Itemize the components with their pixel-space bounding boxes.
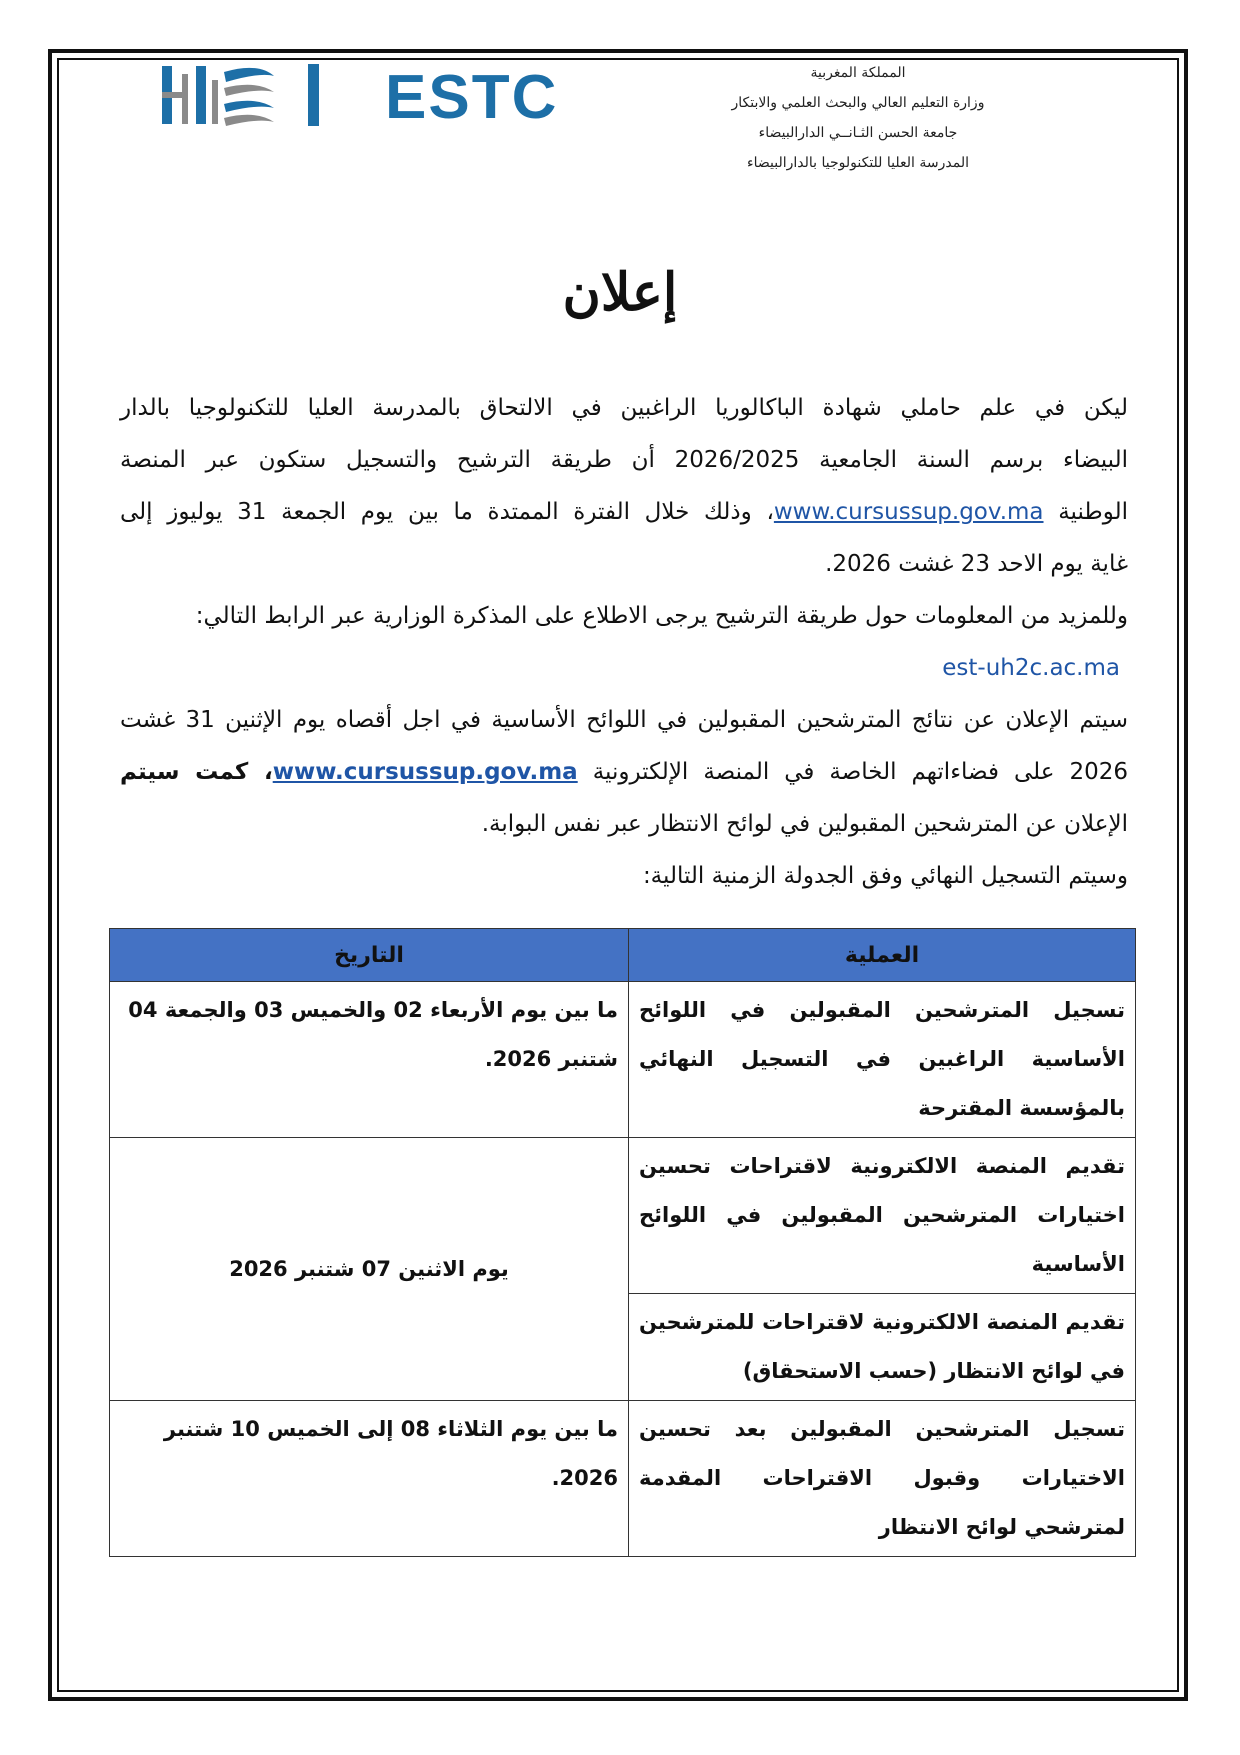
- schedule-table: [109, 928, 1136, 1557]
- table-row: [110, 1401, 1136, 1557]
- header-line-university: جامعة الحسن الثـانــي الدارالبيضاء: [758, 125, 958, 141]
- institution-header: [700, 58, 1016, 178]
- cursussup-link-bold[interactable]: www.cursussup.gov.ma: [272, 759, 578, 785]
- header-line-ministry: وزارة التعليم العالي والبحث العلمي والابتكار: [731, 95, 985, 111]
- text-fragment: 2026 على فضاءاتهم الخاصة في المنصة الإلكترونية: [577, 759, 1129, 785]
- page-title: إعلان: [562, 262, 678, 323]
- text-fragment: ، وذلك خلال الفترة الممتدة ما بين يوم الجمعة 31 يوليوز إلى: [120, 499, 774, 525]
- paragraph-1-line-3: [120, 492, 1128, 532]
- paragraph-1-line-2: البيضاء برسم السنة الجامعية 2026/2025 أن طريقة الترشيح والتسجيل ستكون عبر المنصة: [120, 447, 1128, 473]
- table-row: [110, 982, 1136, 1138]
- paragraph-2-line-1: وللمزيد من المعلومات حول طريقة الترشيح يرجى الاطلاع على المذكرة الوزارية عبر الرابط التالي:: [195, 603, 1128, 629]
- paragraph-1-line-1: ليكن في علم حاملي شهادة الباكالوريا الراغبين في الالتحاق بالمدرسة العليا للتكنولوجيا بالدار: [120, 395, 1128, 421]
- est-uh2c-link[interactable]: est-uh2c.ac.ma: [942, 655, 1120, 681]
- header-line-school: المدرسة العليا للتكنولوجيا بالدارالبيضاء: [747, 155, 969, 171]
- operation-cell: تقديم المنصة الالكترونية لاقتراحات للمترشحين في لوائح الانتظار (حسب الاستحقاق): [629, 1294, 1136, 1401]
- text-fragment: ، كمت سيتم: [120, 759, 273, 785]
- paragraph-3-line-3: الإعلان عن المترشحين المقبولين في لوائح الانتظار عبر نفس البوابة.: [481, 811, 1128, 837]
- paragraph-3-line-1: سيتم الإعلان عن نتائج المترشحين المقبولين في اللوائح الأساسية في اجل أقصاه يوم الإثنين 31 غشت: [120, 707, 1128, 733]
- table-row: [110, 1138, 1136, 1294]
- paragraph-1-line-4: غاية يوم الاحد 23 غشت 2026.: [825, 551, 1128, 577]
- paragraph-4-line-1: وسيتم التسجيل النهائي وفق الجدولة الزمنية التالية:: [642, 863, 1128, 889]
- date-cell: ما بين يوم الثلاثاء 08 إلى الخميس 10 شتنبر 2026.: [110, 1401, 629, 1557]
- paragraph-2-link-line: [942, 648, 1120, 688]
- column-header-operation: العملية: [629, 929, 1136, 982]
- operation-cell: تسجيل المترشحين المقبولين في اللوائح الأساسية الراغبين في التسجيل النهائي بالمؤسسة المقترحة: [629, 982, 1136, 1138]
- text-fragment: الوطنية: [1043, 499, 1128, 525]
- table-header-row: [110, 929, 1136, 982]
- date-cell: ما بين يوم الأربعاء 02 والخميس 03 والجمعة 04 شتنبر 2026.: [110, 982, 629, 1138]
- paragraph-3-line-2: [120, 752, 1128, 792]
- logo-text: ESTC: [385, 63, 559, 132]
- operation-cell: تسجيل المترشحين المقبولين بعد تحسين الاختيارات وقبول الاقتراحات المقدمة لمترشحي لوائح الانتظار: [629, 1401, 1136, 1557]
- column-header-date: التاريخ: [110, 929, 629, 982]
- operation-cell: تقديم المنصة الالكترونية لاقتراحات تحسين اختيارات المترشحين المقبولين في اللوائح الأساسية: [629, 1138, 1136, 1294]
- header-line-kingdom: المملكة المغربية: [810, 65, 906, 81]
- date-cell: يوم الاثنين 07 شتنبر 2026: [110, 1138, 629, 1401]
- cursussup-link[interactable]: www.cursussup.gov.ma: [773, 499, 1044, 525]
